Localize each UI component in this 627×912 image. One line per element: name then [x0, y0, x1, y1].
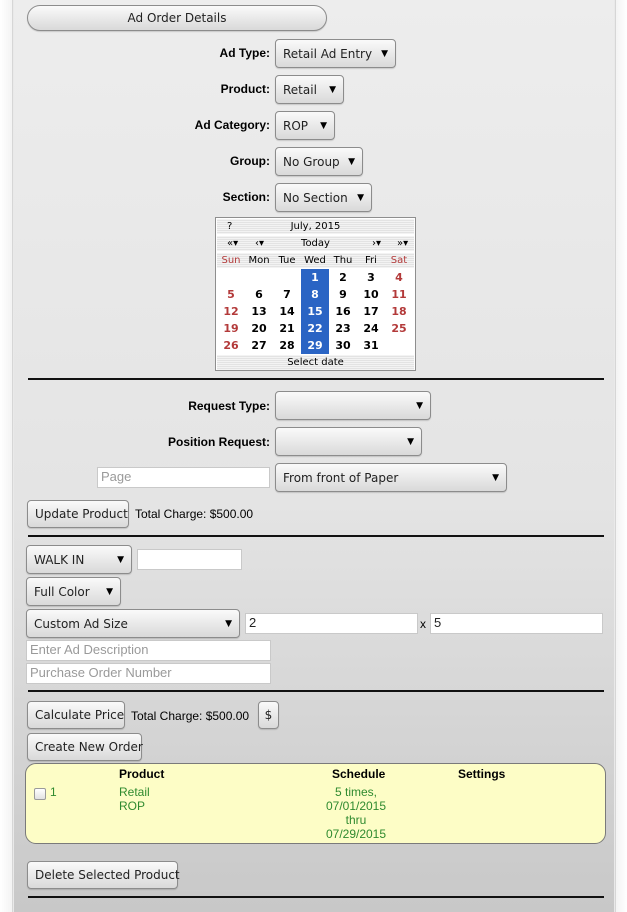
from-front-select[interactable]	[275, 463, 507, 492]
delete-selected-product-button[interactable]	[27, 861, 178, 889]
update-product-label: Update Product	[35, 507, 128, 521]
dollar-button[interactable]	[258, 701, 279, 729]
left-gutter	[0, 0, 13, 912]
prev-year-icon: «	[227, 238, 234, 249]
divider	[28, 690, 604, 692]
calculate-price-label: Calculate Price	[35, 708, 125, 722]
walk-in-value: WALK IN	[34, 552, 85, 567]
create-new-order-button[interactable]	[27, 733, 142, 761]
request-type-label: Request Type:	[188, 399, 270, 413]
calendar-day[interactable]: 17	[363, 305, 379, 318]
calendar-day[interactable]: 30	[335, 339, 351, 352]
calendar-day[interactable]: 4	[395, 271, 403, 284]
prev-month-icon: ‹	[255, 238, 259, 249]
calendar-day[interactable]: 1	[311, 271, 319, 284]
divider	[28, 378, 604, 380]
chevron-down-icon: ▼	[225, 618, 232, 629]
calculate-price-button[interactable]	[27, 701, 125, 729]
times-sign: x	[420, 617, 426, 631]
chevron-down-icon: ▼	[416, 400, 423, 411]
today-button[interactable]: Today	[301, 238, 330, 249]
section-select[interactable]	[275, 183, 372, 212]
calendar-day[interactable]: 27	[251, 339, 267, 352]
color-value: Full Color	[34, 584, 90, 599]
row-product	[119, 785, 150, 813]
ad-category-label: Ad Category:	[194, 118, 270, 132]
color-select[interactable]	[26, 577, 121, 606]
group-value: No Group	[283, 154, 340, 169]
date-calendar	[215, 217, 416, 371]
ad-type-select[interactable]	[275, 39, 396, 68]
calendar-day[interactable]: 3	[367, 271, 375, 284]
chevron-down-icon: ▼	[106, 586, 113, 597]
calendar-day[interactable]: 22	[307, 322, 323, 335]
product-select[interactable]	[275, 75, 344, 104]
calendar-help-button[interactable]: ?	[227, 221, 233, 232]
next-month-icon: ›	[372, 238, 376, 249]
calendar-day[interactable]: 12	[223, 305, 239, 318]
dollar-label: $	[264, 708, 273, 722]
calendar-empty-cell	[385, 337, 413, 354]
ad-description-input[interactable]: Enter Ad Description	[26, 640, 271, 661]
row-product-name: Retail	[119, 785, 150, 799]
row-select-checkbox[interactable]	[34, 788, 46, 800]
dayname-wed: Wed	[304, 255, 326, 266]
calendar-month-label: July, 2015	[290, 221, 341, 232]
calendar-empty-cell	[245, 269, 273, 286]
next-year-button[interactable]: »▾	[397, 238, 409, 249]
section-value: No Section	[283, 190, 348, 205]
row-schedule-start: 07/01/2015	[325, 799, 387, 813]
calendar-empty-cell	[217, 269, 245, 286]
calendar-day[interactable]: 18	[391, 305, 407, 318]
product-column-header: Product	[119, 767, 165, 781]
section-label: Section:	[222, 190, 270, 204]
page-input[interactable]: Page	[97, 467, 270, 488]
header-title: Ad Order Details	[127, 11, 227, 25]
update-product-button[interactable]	[27, 500, 129, 528]
next-month-button[interactable]: ›▾	[372, 238, 382, 249]
purchase-order-input[interactable]: Purchase Order Number	[26, 663, 271, 684]
total-charge-text: Total Charge: $500.00	[135, 507, 254, 521]
chevron-down-icon: ▼	[407, 436, 414, 447]
chevron-down-icon: ▼	[381, 48, 388, 59]
walk-in-input[interactable]	[137, 549, 242, 570]
walk-in-select[interactable]	[26, 545, 132, 574]
calendar-day[interactable]: 6	[255, 288, 263, 301]
row-schedule-thru: thru	[345, 813, 367, 827]
ad-type-label: Ad Type:	[219, 46, 270, 60]
product-label: Product:	[220, 82, 270, 96]
calendar-day[interactable]: 5	[227, 288, 235, 301]
position-request-label: Position Request:	[167, 435, 270, 449]
product-table	[25, 763, 606, 844]
prev-month-button[interactable]: ‹▾	[255, 238, 265, 249]
calendar-day[interactable]: 2	[339, 271, 347, 284]
dayname-sun: Sun	[221, 255, 241, 266]
row-product-category: ROP	[119, 799, 146, 813]
calendar-day[interactable]: 20	[251, 322, 267, 335]
calendar-dayname-row	[217, 253, 414, 268]
dayname-thu: Thu	[333, 255, 353, 266]
ad-category-value: ROP	[283, 118, 309, 133]
calendar-day[interactable]: 21	[279, 322, 295, 335]
schedule-column-header: Schedule	[332, 767, 386, 781]
settings-column-header: Settings	[458, 767, 506, 781]
dayname-mon: Mon	[248, 255, 270, 266]
calendar-day[interactable]: 14	[279, 305, 295, 318]
ad-order-panel	[14, 0, 614, 912]
request-type-select[interactable]	[275, 391, 431, 420]
delete-selected-product-label: Delete Selected Product	[35, 868, 180, 882]
calendar-day[interactable]: 16	[335, 305, 351, 318]
next-year-icon: »	[397, 238, 404, 249]
calendar-day[interactable]: 26	[223, 339, 239, 352]
chevron-down-icon: ▼	[492, 472, 499, 483]
ad-width-input[interactable]: 2	[245, 613, 418, 634]
ad-size-value: Custom Ad Size	[34, 616, 128, 631]
divider	[28, 535, 604, 537]
group-select[interactable]	[275, 147, 363, 176]
ad-size-select[interactable]	[26, 609, 240, 638]
calendar-day[interactable]: 10	[363, 288, 379, 301]
dayname-tue: Tue	[278, 255, 296, 266]
dayname-sat: Sat	[390, 255, 408, 266]
calendar-day[interactable]: 31	[363, 339, 379, 352]
calendar-day[interactable]: 25	[391, 322, 407, 335]
product-value: Retail	[283, 82, 317, 97]
calendar-nav-row	[217, 236, 414, 251]
ad-type-value: Retail Ad Entry	[283, 46, 373, 61]
row-schedule-end: 07/29/2015	[325, 827, 387, 841]
calendar-day[interactable]: 13	[251, 305, 267, 318]
pricing-total-charge: Total Charge: $500.00	[131, 709, 250, 723]
calendar-day[interactable]: 24	[363, 322, 379, 335]
position-request-select[interactable]	[275, 427, 422, 456]
prev-year-button[interactable]: «▾	[227, 238, 239, 249]
row-index: 1	[50, 785, 57, 799]
chevron-down-icon: ▼	[117, 554, 124, 565]
calendar-day[interactable]: 11	[391, 288, 407, 301]
calendar-day[interactable]: 23	[335, 322, 351, 335]
row-schedule-count: 5 times,	[334, 785, 377, 799]
calendar-day[interactable]: 15	[307, 305, 323, 318]
row-schedule	[306, 785, 406, 841]
calendar-day[interactable]: 7	[283, 288, 291, 301]
calendar-day[interactable]: 9	[339, 288, 347, 301]
dayname-fri: Fri	[365, 255, 377, 266]
chevron-down-icon: ▼	[329, 84, 336, 95]
ad-height-input[interactable]: 5	[430, 613, 603, 634]
calendar-empty-cell	[273, 269, 301, 286]
calendar-title-row	[217, 219, 414, 234]
from-front-value: From front of Paper	[283, 470, 399, 485]
group-label: Group:	[230, 154, 270, 168]
calendar-day[interactable]: 28	[279, 339, 295, 352]
chevron-down-icon: ▼	[357, 192, 364, 203]
chevron-down-icon: ▼	[320, 120, 327, 131]
divider	[28, 896, 604, 898]
chevron-down-icon: ▼	[348, 156, 355, 167]
right-gutter	[615, 0, 627, 912]
ad-order-details-header[interactable]	[27, 5, 327, 31]
calendar-footer-text: Select date	[287, 357, 344, 368]
calendar-day[interactable]: 19	[223, 322, 239, 335]
calendar-day[interactable]: 8	[311, 288, 319, 301]
ad-category-select[interactable]	[275, 111, 335, 140]
create-new-order-label: Create New Order	[35, 740, 143, 754]
calendar-footer	[217, 355, 414, 370]
calendar-day[interactable]: 29	[307, 339, 323, 352]
